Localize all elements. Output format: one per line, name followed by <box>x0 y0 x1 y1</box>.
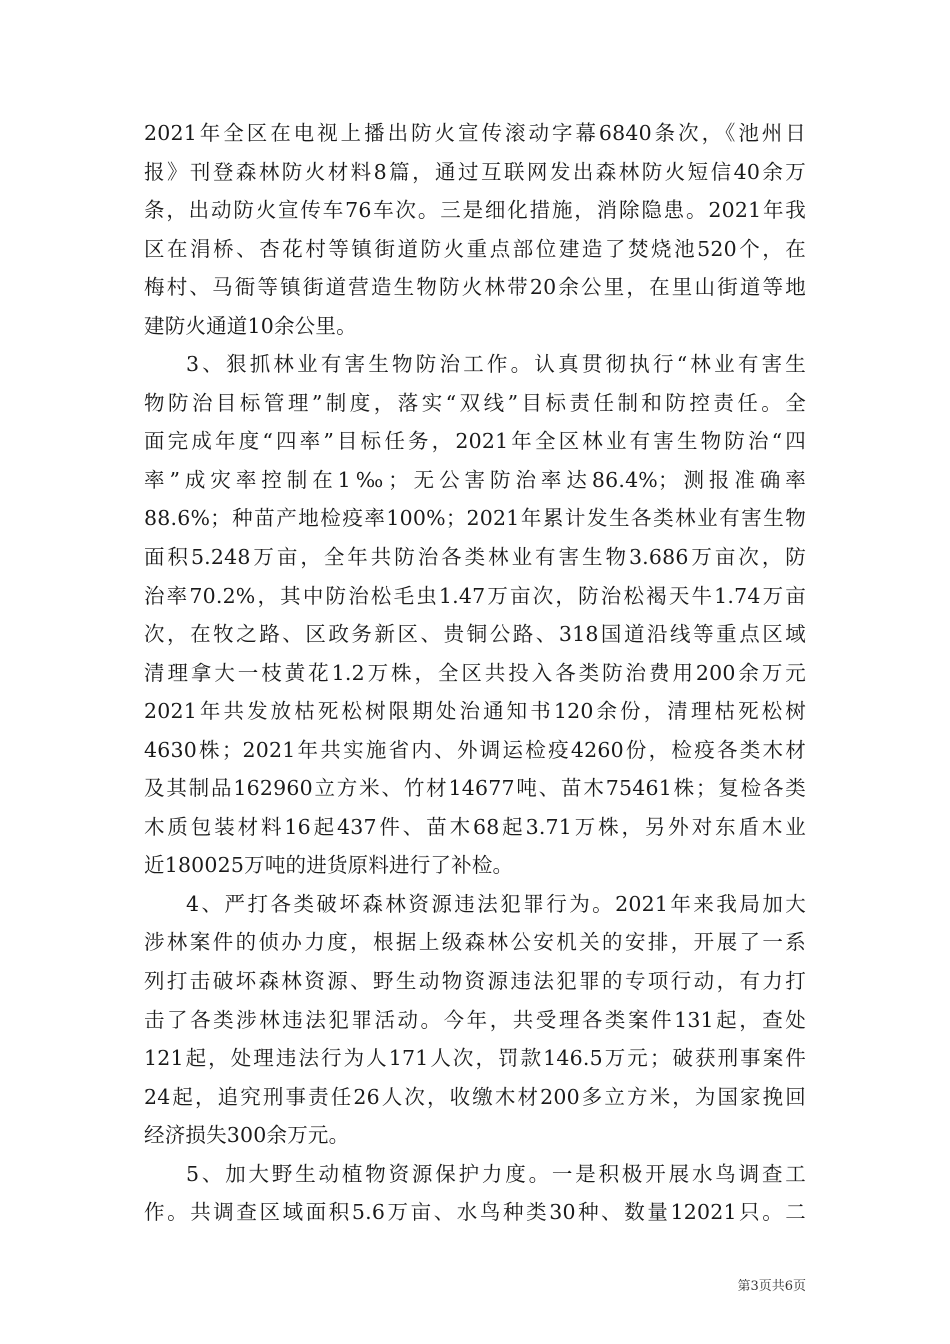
text-line: 击了各类涉林违法犯罪活动。今年，共受理各类案件131起，查处 <box>144 1007 806 1032</box>
text-line: 治率70.2%，其中防治松毛虫1.47万亩次，防治松褐天牛1.74万亩 <box>144 583 806 608</box>
paragraph-4-heading-line: 4、严打各类破坏森林资源违法犯罪行为。2021年来我局加大 <box>186 891 806 916</box>
paragraph-3-heading-line: 3、狠抓林业有害生物防治工作。认真贯彻执行“林业有害生 <box>186 352 806 377</box>
text-line: 面完成年度“四率”目标任务，2021年全区林业有害生物防治“四 <box>144 429 806 454</box>
text-line: 24起，追究刑事责任26人次，收缴木材200多立方米，为国家挽回 <box>144 1084 806 1109</box>
text-line: 率”成灾率控制在1‰；无公害防治率达86.4%；测报准确率 <box>144 467 806 492</box>
text-line: 88.6%；种苗产地检疫率100%；2021年累计发生各类林业有害生物 <box>144 506 806 531</box>
text-line: 作。共调查区域面积5.6万亩、水鸟种类30种、数量12021只。二 <box>144 1200 806 1225</box>
text-line: 物防治目标管理”制度，落实“双线”目标责任制和防控责任。全 <box>144 390 806 415</box>
document-body <box>144 114 806 1232</box>
text-line: 及其制品162960立方米、竹材14677吨、苗木75461株；复检各类 <box>144 776 806 801</box>
text-line: 条，出动防火宣传车76车次。三是细化措施，消除隐患。2021年我 <box>144 198 806 223</box>
text-line: 121起，处理违法行为人171人次，罚款146.5万元；破获刑事案件 <box>144 1046 806 1071</box>
text-line: 梅村、马衙等镇街道营造生物防火林带20余公里，在里山街道等地 <box>144 275 806 300</box>
text-line: 面积5.248万亩，全年共防治各类林业有害生物3.686万亩次，防 <box>144 545 806 570</box>
text-line: 清理拿大一枝黄花1.2万株，全区共投入各类防治费用200余万元 <box>144 660 806 685</box>
text-line: 2021年共发放枯死松树限期处治通知书120余份，清理枯死松树 <box>144 699 806 724</box>
text-line: 木质包装材料16起437件、苗木68起3.71万株，另外对东盾木业 <box>144 814 806 839</box>
text-line: 涉林案件的侦办力度，根据上级森林公安机关的安排，开展了一系 <box>144 930 806 955</box>
page-number-footer: 第3页共6页 <box>737 1279 806 1294</box>
text-line: 建防火通道10余公里。 <box>144 313 357 338</box>
text-line: 区在涓桥、杏花村等镇街道防火重点部位建造了焚烧池520个，在 <box>144 236 806 261</box>
text-line: 4630株；2021年共实施省内、外调运检疫4260份，检疫各类木材 <box>144 737 806 762</box>
text-line: 列打击破坏森林资源、野生动物资源违法犯罪的专项行动，有力打 <box>144 969 806 994</box>
text-line: 近180025万吨的进货原料进行了补检。 <box>144 853 514 878</box>
text-line: 次，在牧之路、区政务新区、贵铜公路、318国道沿线等重点区域 <box>144 622 806 647</box>
text-line: 经济损失300余万元。 <box>144 1123 350 1148</box>
text-line: 报》刊登森林防火材料8篇，通过互联网发出森林防火短信40余万 <box>144 159 806 184</box>
paragraph-5-heading-line: 5、加大野生动植物资源保护力度。一是积极开展水鸟调查工 <box>186 1161 806 1186</box>
text-line: 2021年全区在电视上播出防火宣传滚动字幕6840条次，《池州日 <box>144 121 806 145</box>
